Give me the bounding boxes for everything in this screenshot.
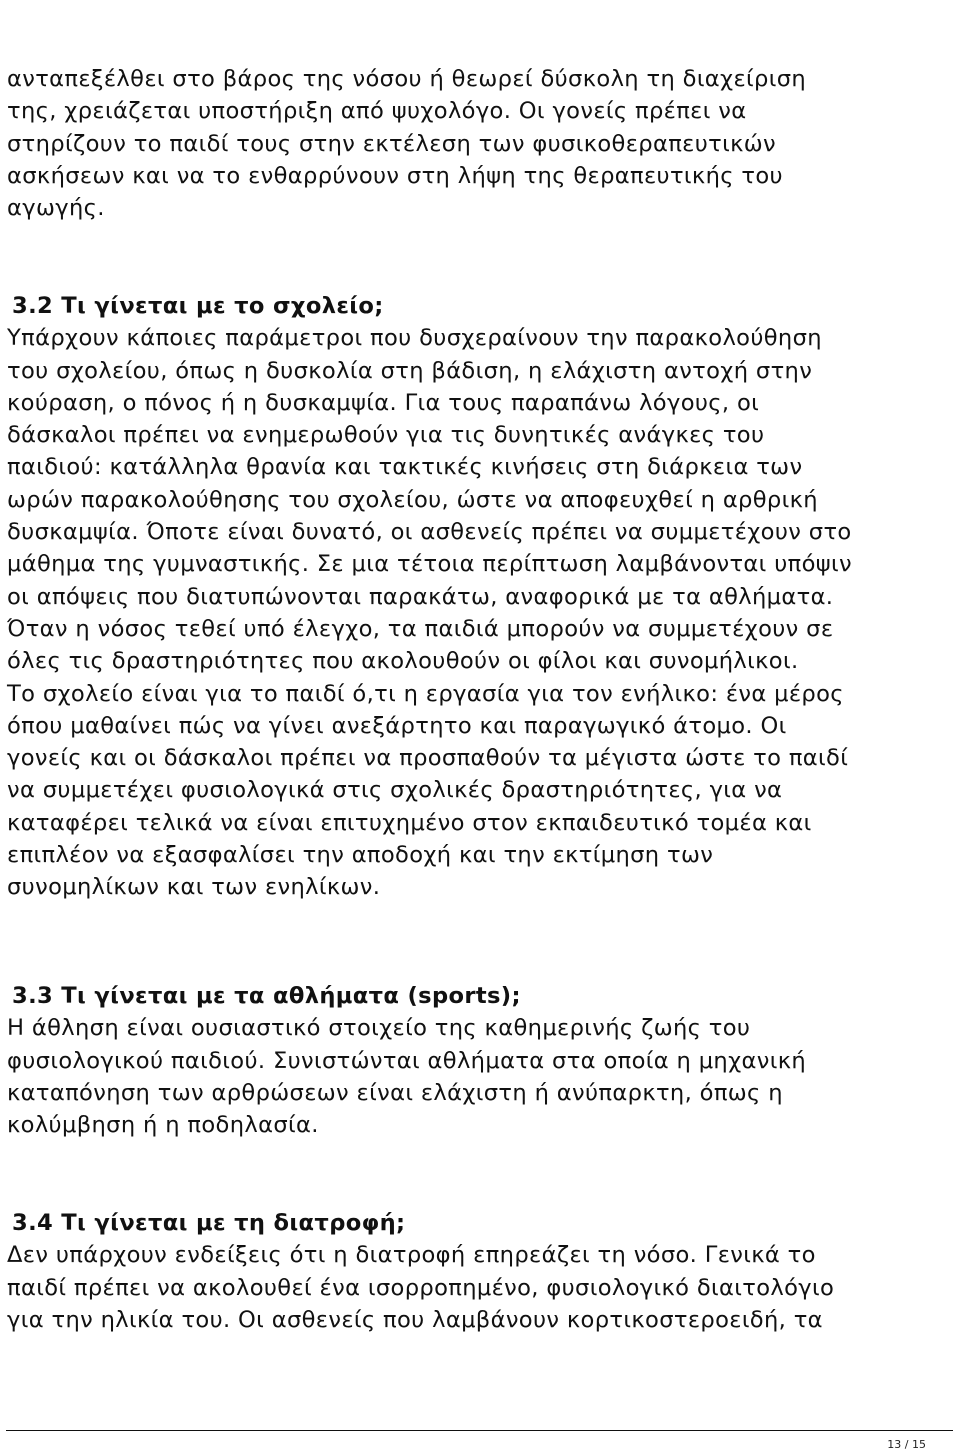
text-line: κούραση, ο πόνος ή η δυσκαμψία. Για τους παραπάνω λόγους, οι (7, 389, 760, 416)
section-3-3 (7, 980, 953, 1141)
text-line: δυσκαμψία. Όποτε είναι δυνατό, οι ασθενείς πρέπει να συμμετέχουν στο (7, 519, 852, 546)
text-line: όλες τις δραστηριότητες που ακολουθούν οι φίλοι και συνομήλικοι. (7, 648, 799, 675)
text-line: επιπλέον να εξασφαλίσει την αποδοχή και την εκτίμηση των (7, 842, 714, 869)
text-line: Η άθληση είναι ουσιαστικό στοιχείο της καθημερινής ζωής του (7, 1015, 751, 1042)
text-line: αγωγής. (7, 195, 105, 222)
text-line: Υπάρχουν κάποιες παράμετροι που δυσχεραίνουν την παρακολούθηση (7, 325, 822, 352)
text-line: Το σχολείο είναι για το παιδί ό,τι η εργασία για τον ενήλικο: ένα μέρος (7, 680, 844, 707)
text-line: γονείς και οι δάσκαλοι πρέπει να προσπαθούν τα μέγιστα ώστε το παιδί (7, 745, 849, 772)
intro-paragraph (7, 63, 953, 224)
text-line: Δεν υπάρχουν ενδείξεις ότι η διατροφή επηρεάζει τη νόσο. Γενικά το (7, 1242, 816, 1269)
text-line: μάθημα της γυμναστικής. Σε μια τέτοια περίπτωση λαμβάνονται υπόψιν (7, 551, 852, 578)
text-line: κολύμβηση ή η ποδηλασία. (7, 1112, 319, 1139)
section-heading: 3.4 Τι γίνεται με τη διατροφή; (12, 1210, 406, 1236)
text-line: Όταν η νόσος τεθεί υπό έλεγχο, τα παιδιά μπορούν να συμμετέχουν σε (7, 615, 834, 642)
text-line: του σχολείου, όπως η δυσκολία στη βάδιση, η ελάχιστη αντοχή στην (7, 357, 813, 384)
text-line: καταπόνηση των αρθρώσεων είναι ελάχιστη ή ανύπαρκτη, όπως η (7, 1079, 783, 1106)
text-line: να συμμετέχει φυσιολογικά στις σχολικές δραστηριότητες, για να (7, 777, 783, 804)
text-line: παιδιού: κατάλληλα θρανία και τακτικές κινήσεις στη διάρκεια των (7, 454, 803, 481)
section-heading: 3.3 Τι γίνεται με τα αθλήματα (sports); (12, 983, 521, 1009)
text-line: για την ηλικία του. Οι ασθενείς που λαμβάνουν κορτικοστεροειδή, τα (7, 1306, 823, 1333)
section-3-4 (7, 1207, 953, 1336)
text-line: συνομηλίκων και των ενηλίκων. (7, 874, 381, 901)
text-line: φυσιολογικού παιδιού. Συνιστώνται αθλήματα στα οποία η μηχανική (7, 1047, 807, 1074)
text-line: ωρών παρακολούθησης του σχολείου, ώστε να αποφευχθεί η αρθρική (7, 486, 818, 513)
footer-divider (6, 1430, 953, 1431)
text-line: ανταπεξέλθει στο βάρος της νόσου ή θεωρεί δύσκολη τη διαχείριση (7, 66, 807, 92)
text-line: όπου μαθαίνει πώς να γίνει ανεξάρτητο και παραγωγικό άτομο. Οι (7, 712, 787, 739)
text-line: της, χρειάζεται υποστήριξη από ψυχολόγο. Οι γονείς πρέπει να (7, 98, 747, 125)
page-number: 13 / 15 (887, 1438, 926, 1451)
section-heading: 3.2 Τι γίνεται με το σχολείο; (12, 293, 384, 319)
text-line: στηρίζουν το παιδί τους στην εκτέλεση των φυσικοθεραπευτικών (7, 130, 777, 157)
text-line: καταφέρει τελικά να είναι επιτυχημένο στον εκπαιδευτικό τομέα και (7, 809, 812, 836)
text-line: ασκήσεων και να το ενθαρρύνουν στη λήψη της θεραπευτικής του (7, 162, 783, 189)
text-line: δάσκαλοι πρέπει να ενημερωθούν για τις δυνητικές ανάγκες του (7, 422, 765, 449)
section-3-2 (7, 290, 953, 904)
text-line: παιδί πρέπει να ακολουθεί ένα ισορροπημένο, φυσιολογικό διαιτολόγιο (7, 1274, 835, 1301)
text-line: οι απόψεις που διατυπώνονται παρακάτω, αναφορικά με τα αθλήματα. (7, 583, 834, 610)
